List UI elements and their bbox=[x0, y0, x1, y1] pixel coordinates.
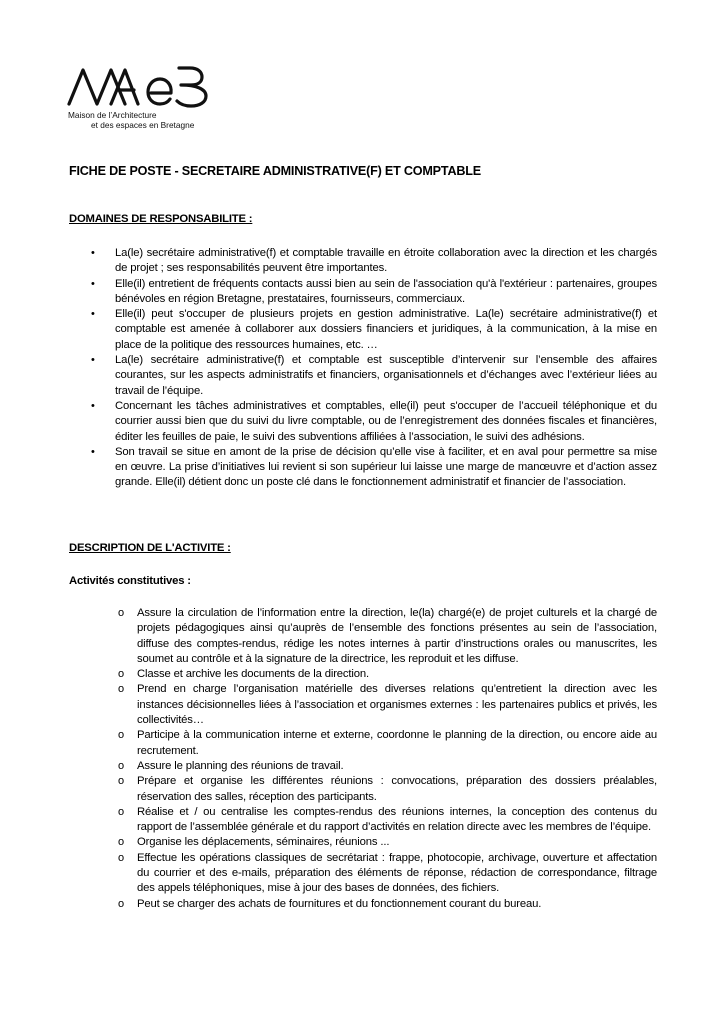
section-heading-domaines: DOMAINES DE RESPONSABILITE : bbox=[69, 213, 253, 225]
maeb-logo bbox=[66, 62, 226, 134]
page-title: FICHE DE POSTE - SECRETAIRE ADMINISTRATIVE(F) ET COMPTABLE bbox=[69, 164, 481, 178]
circle-bullet-icon: o bbox=[118, 683, 124, 696]
circle-bullet-icon: o bbox=[118, 775, 124, 788]
domaine-item-line: Elle(il) entretient de fréquents contacts aussi bien au sein de l'association qu'à l'extérieur : partenaires, groupes bbox=[115, 277, 657, 290]
domaine-item-line: La(le) secrétaire administrative(f) et comptable est susceptible d’intervenir sur l’ensemble des affaires bbox=[115, 354, 657, 367]
circle-bullet-icon: o bbox=[118, 897, 124, 910]
bullet-icon: • bbox=[91, 399, 95, 412]
activite-item-line: instances décisionnelles liées à l’association et organismes externes : les partenaires publics et privés, les bbox=[137, 698, 657, 711]
activite-item-line: réservation des salles, réception des participants. bbox=[137, 790, 377, 803]
domaine-item bbox=[69, 399, 657, 445]
activite-item-line: Classe et archive les documents de la direction. bbox=[137, 668, 370, 681]
activite-item bbox=[69, 774, 657, 805]
domaine-item-line: éditer les feuilles de paie, le suivi des subventions affiliées à l’association, le suivi des adhésions. bbox=[115, 430, 585, 443]
domaine-item-line: en œuvre. La prise d’initiatives lui revient si son supérieur lui laisse une marge de manœuvre et d’action assez bbox=[115, 461, 657, 474]
activite-item bbox=[69, 897, 657, 912]
domaine-item bbox=[69, 445, 657, 491]
domaine-item-line: Son travail se situe en amont de la prise de décision qu’elle vise à faciliter, et en aval pour permettre sa mise bbox=[115, 445, 657, 458]
circle-bullet-icon: o bbox=[118, 668, 124, 681]
activite-item bbox=[69, 805, 657, 836]
domaine-item-line: place de la politique des ressources humaines, etc. … bbox=[115, 338, 378, 351]
domaine-item-line: grande. Elle(il) détient donc un poste clé dans le fonctionnement administratif et financier de l’association. bbox=[115, 476, 626, 489]
circle-bullet-icon: o bbox=[118, 759, 124, 772]
domaine-item bbox=[69, 307, 657, 353]
activite-item bbox=[69, 851, 657, 897]
activite-item-line: Assure la circulation de l’information entre la direction, le(la) chargé(e) de projet culturels et la chargé de bbox=[137, 607, 657, 619]
logo-subtitle-line1: Maison de l’Architecture bbox=[68, 110, 157, 120]
activite-item-line: des appels téléphoniques, mise à jour des bases de données, des fichiers. bbox=[137, 882, 500, 895]
activite-item-line: du courrier et des e-mails, préparation des éléments de réponse, rédaction de correspondance, filtrage bbox=[137, 867, 657, 880]
activite-item-line: Assure le planning des réunions de travail. bbox=[137, 759, 344, 772]
activite-item bbox=[69, 667, 657, 682]
domaine-item bbox=[69, 246, 657, 277]
maeb-wordmark-graphic bbox=[66, 62, 216, 110]
bullet-icon: • bbox=[91, 354, 95, 367]
domaine-item-line: courrier aussi bien que du suivi du livre comptable, ou de l’enregistrement des données fiscales et financières, bbox=[115, 415, 657, 428]
activite-item-line: recrutement. bbox=[137, 744, 199, 757]
domaine-item-line: La(le) secrétaire administrative(f) et comptable travaille en étroite collaboration avec la direction et les chargés bbox=[115, 247, 657, 259]
circle-bullet-icon: o bbox=[118, 851, 124, 864]
activite-item-line: Organise les déplacements, séminaires, réunions ... bbox=[137, 836, 390, 849]
activite-item-line: Peut se charger des achats de fournitures et du fonctionnement courant du bureau. bbox=[137, 897, 542, 910]
activite-item bbox=[69, 759, 657, 774]
activite-item-line: soumet au contrôle et à la signature de la directrice, les reproduit et les diffuse. bbox=[137, 652, 519, 665]
circle-bullet-icon: o bbox=[118, 836, 124, 849]
circle-bullet-icon: o bbox=[118, 607, 124, 619]
activite-item bbox=[69, 835, 657, 850]
activite-item-line: Effectue les opérations classiques de secrétariat : frappe, photocopie, archivage, ouverture et affectation bbox=[137, 851, 657, 864]
activite-item bbox=[69, 728, 657, 759]
activite-item-line: Participe à la communication interne et externe, coordonne le planning de la direction, ou encore aide au bbox=[137, 729, 657, 742]
bullet-icon: • bbox=[91, 445, 95, 458]
activites-subheading: Activités constitutives : bbox=[69, 575, 191, 587]
domaines-list bbox=[69, 246, 657, 491]
bullet-icon: • bbox=[91, 308, 95, 321]
activite-item-line: projets pédagogiques ainsi qu’auprès de l’ensemble des fonctions présentes au sein de l’association, bbox=[137, 622, 657, 635]
activite-item-line: diffuse des comptes-rendus, rédige les notes internes à partir d’instructions orales ou manuscrites, les bbox=[137, 637, 657, 650]
activite-item-line: collectivités… bbox=[137, 714, 204, 727]
domaine-item-line: courantes, sur les aspects administratifs et financiers, organisationnels et d’échanges avec l’extérieur liées au bbox=[115, 369, 657, 382]
activite-item-line: Prépare et organise les différentes réunions : convocations, préparation des dossiers préalables, bbox=[137, 775, 657, 788]
activite-item bbox=[69, 682, 657, 728]
domaine-item-line: comptable est amenée à collaborer aux dossiers financiers et juridiques, à la communication, à la mise en bbox=[115, 323, 657, 336]
activite-item-line: rapport de l’assemblée générale et du rapport d’activités en relation directe avec les membres de l’équipe. bbox=[137, 821, 651, 834]
activite-item-line: Réalise et / ou centralise les comptes-rendus des réunions internes, la conception des contenus du bbox=[137, 805, 657, 818]
bullet-icon: • bbox=[91, 277, 95, 290]
logo-subtitle-line2: et des espaces en Bretagne bbox=[91, 120, 195, 130]
activite-item-line: Prend en charge l’organisation matérielle des diverses relations qu’entretient la direction avec les bbox=[137, 683, 657, 696]
domaine-item-line: Elle(il) peut s'occuper de plusieurs projets en gestion administrative. La(le) secrétaire administrative(f) et bbox=[115, 308, 657, 321]
activite-item bbox=[69, 606, 657, 667]
domaine-item-line: de projet ; ses responsabilités peuvent être importantes. bbox=[115, 262, 388, 275]
domaine-item-line: bénévoles en région Bretagne, prestataires, fournisseurs, commerciaux. bbox=[115, 292, 465, 305]
circle-bullet-icon: o bbox=[118, 729, 124, 742]
bullet-icon: • bbox=[91, 247, 95, 259]
circle-bullet-icon: o bbox=[118, 805, 124, 818]
domaine-item-line: Concernant les tâches administratives et comptables, elle(il) peut s'occuper de l’accueil téléphonique et du bbox=[115, 399, 657, 412]
section-heading-description: DESCRIPTION DE L'ACTIVITE : bbox=[69, 542, 231, 554]
domaine-item-line: travail de l’équipe. bbox=[115, 384, 204, 397]
activites-list bbox=[69, 606, 657, 912]
domaine-item bbox=[69, 353, 657, 399]
domaine-item bbox=[69, 277, 657, 308]
